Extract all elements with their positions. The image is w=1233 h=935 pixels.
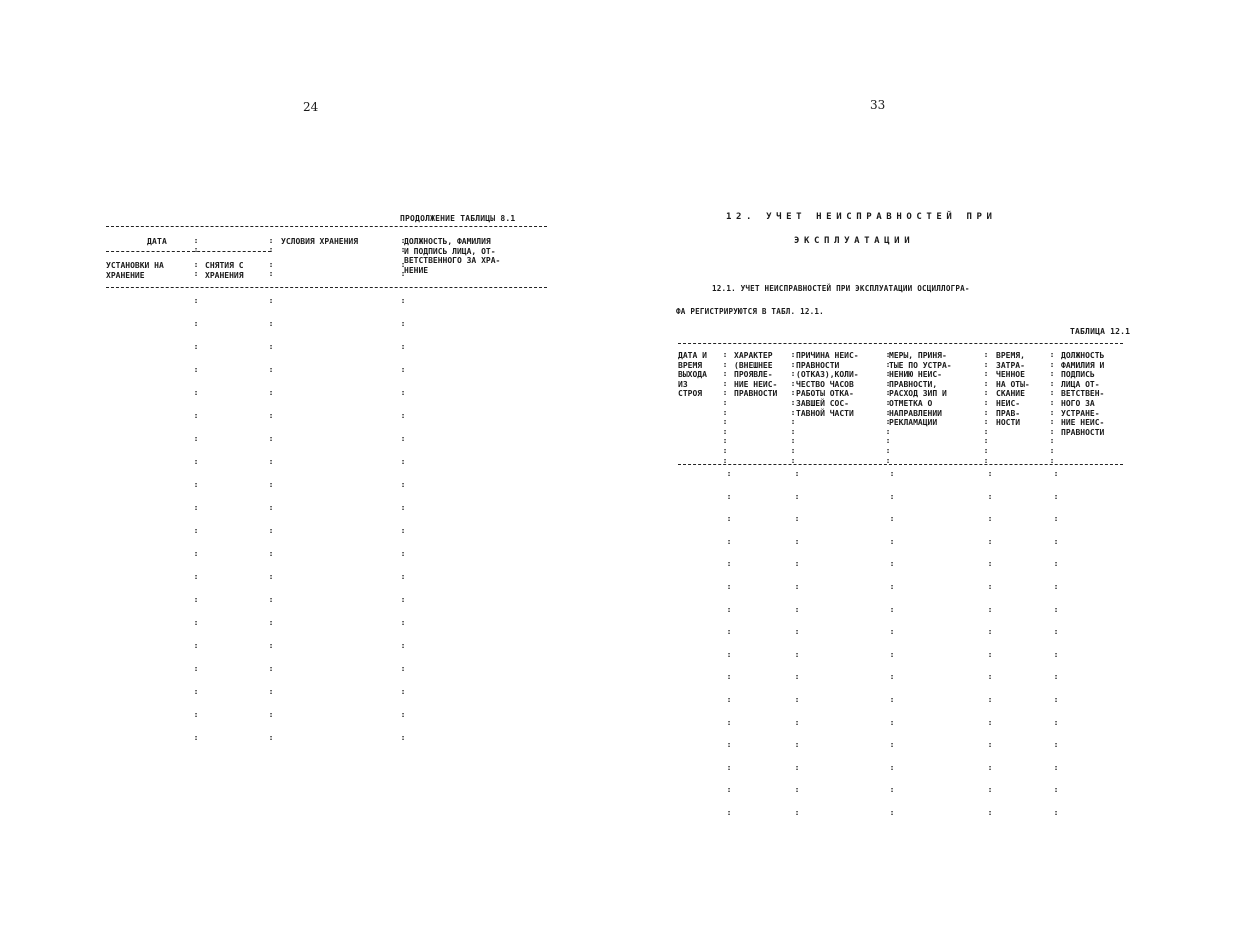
column-separator: :: [722, 398, 728, 407]
column-separator: :: [885, 407, 891, 417]
column-separator: :: [889, 559, 895, 569]
header-date-group: ДАТА: [147, 237, 168, 246]
header-line: ТЫЕ ПО УСТРА-: [889, 360, 952, 370]
column-separator: :: [722, 378, 728, 388]
column-separator: :: [193, 269, 199, 278]
column-separator: :: [726, 740, 732, 750]
column-separator: :: [983, 426, 989, 436]
column-separator: :: [885, 446, 891, 455]
header-line: НОГО ЗА: [1061, 398, 1095, 408]
column-separator: :: [722, 359, 728, 369]
column-separator: :: [193, 641, 199, 650]
column-separator: :: [268, 687, 274, 696]
column-separator: :: [400, 260, 406, 269]
header-line: ОТМЕТКА О: [889, 398, 933, 408]
header-failure-date: [678, 351, 707, 399]
column-separator: :: [885, 378, 891, 388]
column-separator: :: [987, 491, 993, 501]
header-line: ДАТА И: [678, 351, 707, 360]
column-separator: :: [1049, 407, 1055, 417]
column-separator: :: [987, 672, 993, 682]
column-separator: :: [193, 710, 199, 719]
column-separator: :: [1053, 717, 1059, 727]
column-separator: :: [987, 627, 993, 637]
column-separator: :: [268, 296, 274, 305]
column-separator: :: [794, 469, 800, 478]
column-separator: :: [1049, 378, 1055, 388]
column-separator: :: [726, 582, 732, 591]
column-separator: :: [983, 369, 989, 379]
header-line: ХАРАКТЕР: [734, 351, 773, 360]
column-separator: :: [268, 260, 274, 269]
header-line: НИЕ НЕИС-: [734, 379, 778, 389]
column-separator: :: [790, 446, 796, 455]
header-line: ПРАВНОСТИ: [1061, 427, 1105, 437]
column-separator: :: [400, 236, 406, 245]
column-separator: :: [889, 740, 895, 750]
column-separator: :: [790, 398, 796, 407]
column-separator: :: [987, 808, 993, 817]
header-storage-conditions: УСЛОВИЯ ХРАНЕНИЯ: [281, 237, 359, 246]
column-separator: :: [1049, 369, 1055, 379]
column-separator: :: [1053, 559, 1059, 569]
column-separator: :: [268, 245, 274, 254]
section-title-line2: ЭКСПЛУАТАЦИИ: [794, 236, 915, 246]
header-responsible-person: [404, 237, 500, 275]
column-separator: :: [983, 378, 989, 388]
column-separator: :: [722, 407, 728, 417]
column-separator: :: [193, 572, 199, 581]
column-separator: :: [983, 446, 989, 455]
column-separator: :: [794, 491, 800, 501]
column-separator: :: [1049, 417, 1055, 427]
column-separator: :: [983, 407, 989, 417]
top-rule: [678, 343, 1123, 344]
page-number: 33: [870, 98, 886, 112]
column-separator: :: [987, 469, 993, 478]
column-separator: :: [1053, 582, 1059, 591]
column-separator: :: [1049, 436, 1055, 446]
column-separator: :: [1053, 649, 1059, 659]
header-line: ПРАВНОСТИ: [734, 389, 778, 399]
header-line: НОСТИ: [996, 418, 1021, 428]
column-separator: :: [889, 672, 895, 682]
column-separator: :: [193, 503, 199, 512]
column-separator: :: [1053, 695, 1059, 704]
column-separator: :: [983, 436, 989, 446]
section-title-line1: 12. УЧЕТ НЕИСПРАВНОСТЕЙ ПРИ: [726, 212, 997, 222]
column-separator: :: [889, 649, 895, 659]
column-separator: :: [400, 664, 406, 673]
column-separator: :: [794, 762, 800, 772]
column-separator: :: [400, 245, 406, 254]
column-separator: :: [790, 369, 796, 379]
header-line: (ОТКАЗ),КОЛИ-: [796, 370, 859, 380]
column-separator: :: [885, 455, 891, 465]
header-line: НИЕ НЕИС-: [1061, 418, 1105, 428]
column-separator: :: [726, 717, 732, 727]
column-separator: :: [885, 398, 891, 407]
column-separator: :: [885, 350, 891, 359]
column-separator: :: [726, 604, 732, 614]
column-separator: :: [400, 388, 406, 397]
column-separator: :: [1053, 762, 1059, 772]
header-line: ЗАТРА-: [996, 360, 1025, 370]
column-separator: :: [193, 260, 199, 269]
header-line: СКАНИЕ: [996, 389, 1025, 399]
header-line: МЕРЫ, ПРИНЯ-: [889, 351, 947, 360]
continuation-label: ПРОДОЛЖЕНИЕ ТАБЛИЦЫ 8.1: [400, 214, 516, 223]
column-separator: :: [987, 740, 993, 750]
header-measures-taken: [889, 351, 952, 428]
column-separator: :: [794, 740, 800, 750]
right-page: [616, 0, 1233, 935]
column-separator: :: [400, 296, 406, 305]
column-separator: :: [400, 549, 406, 558]
column-separator: :: [794, 604, 800, 614]
column-separator: :: [983, 350, 989, 359]
column-separator: :: [983, 417, 989, 427]
column-separator: :: [400, 342, 406, 351]
column-separator: :: [889, 491, 895, 501]
header-line: СНЯТИЯ С: [205, 261, 244, 270]
header-line: ХРАНЕНИЕ: [106, 270, 145, 280]
column-separator: :: [722, 436, 728, 446]
column-separator: :: [790, 417, 796, 427]
column-separator: :: [983, 388, 989, 398]
header-bottom-rule: [106, 287, 547, 288]
column-separator: :: [790, 407, 796, 417]
column-separator: :: [885, 426, 891, 436]
header-line: ПРАВНОСТИ,: [889, 379, 938, 389]
column-separator: :: [1053, 672, 1059, 682]
header-line: ХРАНЕНИЯ: [205, 270, 244, 280]
header-line: ЧЕННОЕ: [996, 370, 1025, 380]
column-separator: :: [400, 434, 406, 443]
header-responsible-person: [1061, 351, 1104, 437]
column-separator: :: [794, 582, 800, 591]
header-line: НАПРАВЛЕНИИ: [889, 408, 942, 418]
column-separator: :: [722, 417, 728, 427]
date-group-rule: [106, 251, 271, 252]
column-separator: :: [268, 365, 274, 374]
column-separator: :: [889, 514, 895, 524]
column-separator: :: [1053, 740, 1059, 750]
column-separator: :: [885, 388, 891, 398]
column-separator: :: [790, 436, 796, 446]
column-separator: :: [987, 785, 993, 795]
column-separator: :: [268, 549, 274, 558]
column-separator: :: [1049, 388, 1055, 398]
column-separator: :: [987, 604, 993, 614]
column-separator: :: [1053, 785, 1059, 795]
column-separator: :: [987, 717, 993, 727]
column-separator: :: [722, 350, 728, 359]
column-separator: :: [193, 480, 199, 489]
column-separator: :: [889, 627, 895, 637]
column-separator: :: [400, 687, 406, 696]
column-separator: :: [987, 536, 993, 546]
column-separator: :: [193, 687, 199, 696]
header-line: СТРОЯ: [678, 389, 703, 399]
column-separator: :: [726, 785, 732, 795]
header-line: ЗАВШЕЙ СОС-: [796, 398, 849, 408]
header-line: ЧЕСТВО ЧАСОВ: [796, 379, 854, 389]
column-separator: :: [889, 808, 895, 817]
column-separator: :: [794, 717, 800, 727]
column-separator: :: [1049, 446, 1055, 455]
column-separator: :: [193, 245, 199, 254]
column-separator: :: [885, 417, 891, 427]
header-line: ПРИЧИНА НЕИС-: [796, 351, 859, 360]
column-separator: :: [726, 514, 732, 524]
header-line: ДОЛЖНОСТЬ, ФАМИЛИЯ: [404, 237, 491, 246]
column-separator: :: [1053, 627, 1059, 637]
column-separator: :: [193, 526, 199, 535]
header-line: ВЫХОДА: [678, 370, 707, 380]
header-line: НЕНИЕ: [404, 265, 429, 275]
column-separator: :: [889, 785, 895, 795]
page-number: 24: [303, 100, 319, 114]
column-separator: :: [726, 536, 732, 546]
column-separator: :: [268, 618, 274, 627]
column-separator: :: [1053, 469, 1059, 478]
column-separator: :: [268, 733, 274, 742]
header-line: ВЕТСТВЕН-: [1061, 389, 1105, 399]
column-separator: :: [722, 446, 728, 455]
column-separator: :: [987, 582, 993, 591]
header-line: РАБОТЫ ОТКА-: [796, 389, 854, 399]
column-separator: :: [400, 457, 406, 466]
column-separator: :: [987, 649, 993, 659]
column-separator: :: [722, 426, 728, 436]
column-separator: :: [1049, 398, 1055, 407]
column-separator: :: [193, 664, 199, 673]
column-separator: :: [400, 365, 406, 374]
header-failure-cause: [796, 351, 859, 418]
column-separator: :: [889, 582, 895, 591]
column-separator: :: [268, 457, 274, 466]
column-separator: :: [889, 469, 895, 478]
column-separator: :: [1053, 491, 1059, 501]
column-separator: :: [400, 411, 406, 420]
header-line: И ПОДПИСЬ ЛИЦА, ОТ-: [404, 246, 496, 256]
header-line: ВРЕМЯ,: [996, 351, 1025, 360]
column-separator: :: [193, 411, 199, 420]
header-install-date: [106, 261, 164, 280]
column-separator: :: [987, 559, 993, 569]
column-separator: :: [889, 604, 895, 614]
header-line: РАСХОД ЗИП И: [889, 389, 947, 399]
column-separator: :: [794, 672, 800, 682]
header-line: (ВНЕШНЕЕ: [734, 360, 773, 370]
column-separator: :: [889, 762, 895, 772]
column-separator: :: [987, 762, 993, 772]
column-separator: :: [722, 455, 728, 465]
header-line: НА ОТЫ-: [996, 379, 1030, 389]
column-separator: :: [268, 664, 274, 673]
header-bottom-rule: [678, 464, 1123, 465]
column-separator: :: [268, 595, 274, 604]
header-line: ТАВНОЙ ЧАСТИ: [796, 408, 854, 418]
column-separator: :: [193, 434, 199, 443]
column-separator: :: [726, 762, 732, 772]
header-line: ФАМИЛИЯ И: [1061, 360, 1105, 370]
column-separator: :: [889, 536, 895, 546]
column-separator: :: [268, 319, 274, 328]
column-separator: :: [193, 319, 199, 328]
column-separator: :: [193, 549, 199, 558]
column-separator: :: [722, 388, 728, 398]
column-separator: :: [400, 641, 406, 650]
column-separator: :: [722, 369, 728, 379]
column-separator: :: [400, 710, 406, 719]
column-separator: :: [889, 695, 895, 704]
column-separator: :: [885, 359, 891, 369]
column-separator: :: [794, 536, 800, 546]
column-separator: :: [193, 342, 199, 351]
header-line: РЕКЛАМАЦИИ: [889, 418, 938, 428]
left-page: [0, 0, 616, 935]
column-separator: :: [885, 436, 891, 446]
column-separator: :: [193, 296, 199, 305]
column-separator: :: [193, 618, 199, 627]
top-rule: [106, 226, 547, 227]
column-separator: :: [726, 672, 732, 682]
header-line: НЕИС-: [996, 398, 1021, 408]
column-separator: :: [987, 695, 993, 704]
column-separator: :: [268, 572, 274, 581]
column-separator: :: [268, 342, 274, 351]
column-separator: :: [400, 618, 406, 627]
column-separator: :: [400, 480, 406, 489]
header-line: УСТАНОВКИ НА: [106, 261, 164, 270]
column-separator: :: [987, 514, 993, 524]
column-separator: :: [268, 236, 274, 245]
column-separator: :: [794, 808, 800, 817]
header-line: УСТРАНЕ-: [1061, 408, 1100, 418]
column-separator: :: [1053, 514, 1059, 524]
column-separator: :: [794, 514, 800, 524]
column-separator: :: [193, 388, 199, 397]
column-separator: :: [268, 710, 274, 719]
column-separator: :: [268, 503, 274, 512]
column-separator: :: [1053, 604, 1059, 614]
column-separator: :: [193, 457, 199, 466]
column-separator: :: [726, 559, 732, 569]
column-separator: :: [983, 359, 989, 369]
column-separator: :: [193, 595, 199, 604]
column-separator: :: [400, 733, 406, 742]
column-separator: :: [1049, 455, 1055, 465]
column-separator: :: [790, 378, 796, 388]
column-separator: :: [794, 695, 800, 704]
column-separator: :: [885, 369, 891, 379]
column-separator: :: [268, 388, 274, 397]
header-time-spent: [996, 351, 1030, 428]
header-line: ПРАВ-: [996, 408, 1021, 418]
column-separator: :: [268, 641, 274, 650]
column-separator: :: [983, 398, 989, 407]
column-separator: :: [726, 469, 732, 478]
header-line: ДОЛЖНОСТЬ: [1061, 351, 1105, 360]
column-separator: :: [268, 526, 274, 535]
column-separator: :: [268, 269, 274, 278]
header-line: ПОДПИСЬ: [1061, 370, 1095, 380]
paragraph-line1: 12.1. УЧЕТ НЕИСПРАВНОСТЕЙ ПРИ ЭКСПЛУАТАЦИИ ОСЦИЛЛОГРА-: [712, 284, 970, 293]
column-separator: :: [400, 319, 406, 328]
column-separator: :: [790, 388, 796, 398]
column-separator: :: [794, 785, 800, 795]
paragraph-line2: ФА РЕГИСТРИРУЮТСЯ В ТАБЛ. 12.1.: [676, 307, 824, 316]
column-separator: :: [726, 695, 732, 704]
column-separator: :: [726, 649, 732, 659]
header-line: НЕНИЮ НЕИС-: [889, 370, 942, 380]
column-separator: :: [794, 559, 800, 569]
header-line: ВЕТСТВЕННОГО ЗА ХРА-: [404, 256, 501, 266]
header-line: ЛИЦА ОТ-: [1061, 379, 1100, 389]
column-separator: :: [983, 455, 989, 465]
column-separator: :: [400, 572, 406, 581]
column-separator: :: [268, 411, 274, 420]
column-separator: :: [790, 426, 796, 436]
header-failure-nature: [734, 351, 777, 399]
header-line: ПРОЯВЛЕ-: [734, 370, 773, 380]
header-remove-date: [205, 261, 244, 280]
header-line: ВРЕМЯ: [678, 360, 703, 370]
column-separator: :: [790, 359, 796, 369]
column-separator: :: [726, 808, 732, 817]
column-separator: :: [193, 733, 199, 742]
header-line: ПРАВНОСТИ: [796, 360, 840, 370]
column-separator: :: [1049, 426, 1055, 436]
column-separator: :: [726, 627, 732, 637]
table-label: ТАБЛИЦА 12.1: [1070, 327, 1131, 336]
column-separator: :: [889, 717, 895, 727]
column-separator: :: [794, 649, 800, 659]
column-separator: :: [193, 236, 199, 245]
column-separator: :: [400, 526, 406, 535]
column-separator: :: [400, 269, 406, 278]
column-separator: :: [268, 434, 274, 443]
column-separator: :: [1053, 536, 1059, 546]
column-separator: :: [1053, 808, 1059, 817]
column-separator: :: [794, 627, 800, 637]
column-separator: :: [1049, 350, 1055, 359]
column-separator: :: [193, 365, 199, 374]
column-separator: :: [400, 595, 406, 604]
column-separator: :: [726, 491, 732, 501]
header-line: ИЗ: [678, 379, 688, 389]
column-separator: :: [790, 455, 796, 465]
column-separator: :: [268, 480, 274, 489]
column-separator: :: [1049, 359, 1055, 369]
column-separator: :: [790, 350, 796, 359]
column-separator: :: [400, 503, 406, 512]
